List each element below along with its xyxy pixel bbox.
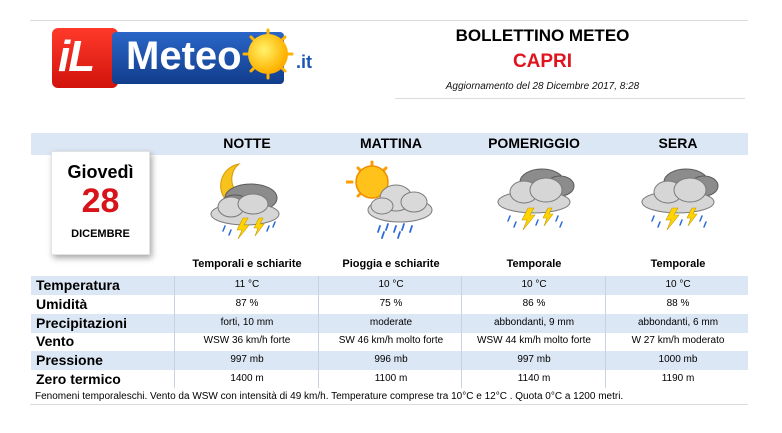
- bulletin-title: BOLLETTINO METEO: [455, 26, 630, 45]
- logo-meteo-text: Meteo: [126, 34, 242, 78]
- logo-sun-icon: [248, 34, 288, 74]
- table-cell: 1140 m: [517, 373, 551, 384]
- description-afternoon: Temporale: [506, 258, 562, 270]
- row-label: Temperatura: [36, 277, 120, 293]
- table-cell: 87 %: [235, 298, 259, 309]
- table-row-wind: [31, 332, 748, 351]
- table-cell: W 27 km/h moderato: [631, 335, 725, 346]
- row-label: Zero termico: [36, 371, 121, 387]
- column-divider: [461, 276, 462, 388]
- bulletin-summary: Fenomeni temporaleschi. Vento da WSW con intensità di 49 km/h. Temperature comprese tra 10°C e 12°C . Quota 0°C a 1200 metri.: [35, 391, 624, 402]
- header-divider: [395, 98, 745, 99]
- table-cell: 75 %: [379, 298, 403, 309]
- table-cell: abbondanti, 6 mm: [637, 317, 719, 328]
- table-cell: moderate: [369, 317, 413, 328]
- ilmeteo-logo[interactable]: [52, 28, 327, 90]
- period-evening: SERA: [658, 135, 698, 151]
- cloud-storm-icon: [490, 160, 580, 240]
- table-cell: 88 %: [666, 298, 690, 309]
- table-row-precipitation: [31, 314, 748, 333]
- sun-cloud-rain-icon: [346, 160, 436, 240]
- date-month: DICEMBRE: [71, 228, 130, 240]
- table-cell: 10 °C: [521, 279, 547, 290]
- table-cell: SW 46 km/h molto forte: [338, 335, 444, 346]
- table-row-temperature: [31, 276, 748, 295]
- description-morning: Pioggia e schiarite: [342, 258, 440, 270]
- table-cell: 996 mb: [374, 354, 408, 365]
- date-weekday: Giovedì: [67, 162, 134, 182]
- description-night: Temporali e schiarite: [192, 258, 302, 270]
- table-cell: 1190 m: [661, 373, 695, 384]
- table-row-freezing-level: [31, 370, 748, 389]
- city-name: CAPRI: [512, 51, 573, 72]
- table-cell: WSW 36 km/h forte: [203, 335, 291, 346]
- logo-il-text: iL: [58, 32, 94, 81]
- table-cell: WSW 44 km/h molto forte: [477, 335, 591, 346]
- moon-cloud-storm-icon: [201, 160, 291, 240]
- row-label: Pressione: [36, 352, 103, 368]
- table-cell: 997 mb: [517, 354, 551, 365]
- period-afternoon: POMERIGGIO: [488, 135, 580, 151]
- description-evening: Temporale: [650, 258, 706, 270]
- table-cell: 11 °C: [234, 279, 260, 290]
- table-cell: 1100 m: [374, 373, 408, 384]
- table-cell: 10 °C: [665, 279, 691, 290]
- column-divider: [605, 276, 606, 388]
- table-cell: 1000 mb: [658, 354, 698, 365]
- table-row-humidity: [31, 295, 748, 314]
- logo-tld-text: .it: [296, 52, 312, 72]
- table-cell: 997 mb: [230, 354, 264, 365]
- table-cell: forti, 10 mm: [220, 317, 274, 328]
- table-cell: 1400 m: [230, 373, 264, 384]
- update-timestamp: Aggiornamento del 28 Dicembre 2017, 8:28: [445, 81, 640, 92]
- table-cell: 86 %: [522, 298, 546, 309]
- period-night: NOTTE: [223, 135, 271, 151]
- date-number: 28: [81, 182, 120, 220]
- row-label: Precipitazioni: [36, 315, 128, 331]
- column-divider: [174, 276, 175, 388]
- period-morning: MATTINA: [360, 135, 422, 151]
- row-label: Umidità: [36, 296, 88, 312]
- row-label: Vento: [36, 333, 75, 349]
- cloud-storm-icon: [634, 160, 724, 240]
- column-divider: [318, 276, 319, 388]
- table-cell: abbondanti, 9 mm: [493, 317, 575, 328]
- table-cell: 10 °C: [378, 279, 404, 290]
- date-card: [51, 151, 150, 255]
- table-row-pressure: [31, 351, 748, 370]
